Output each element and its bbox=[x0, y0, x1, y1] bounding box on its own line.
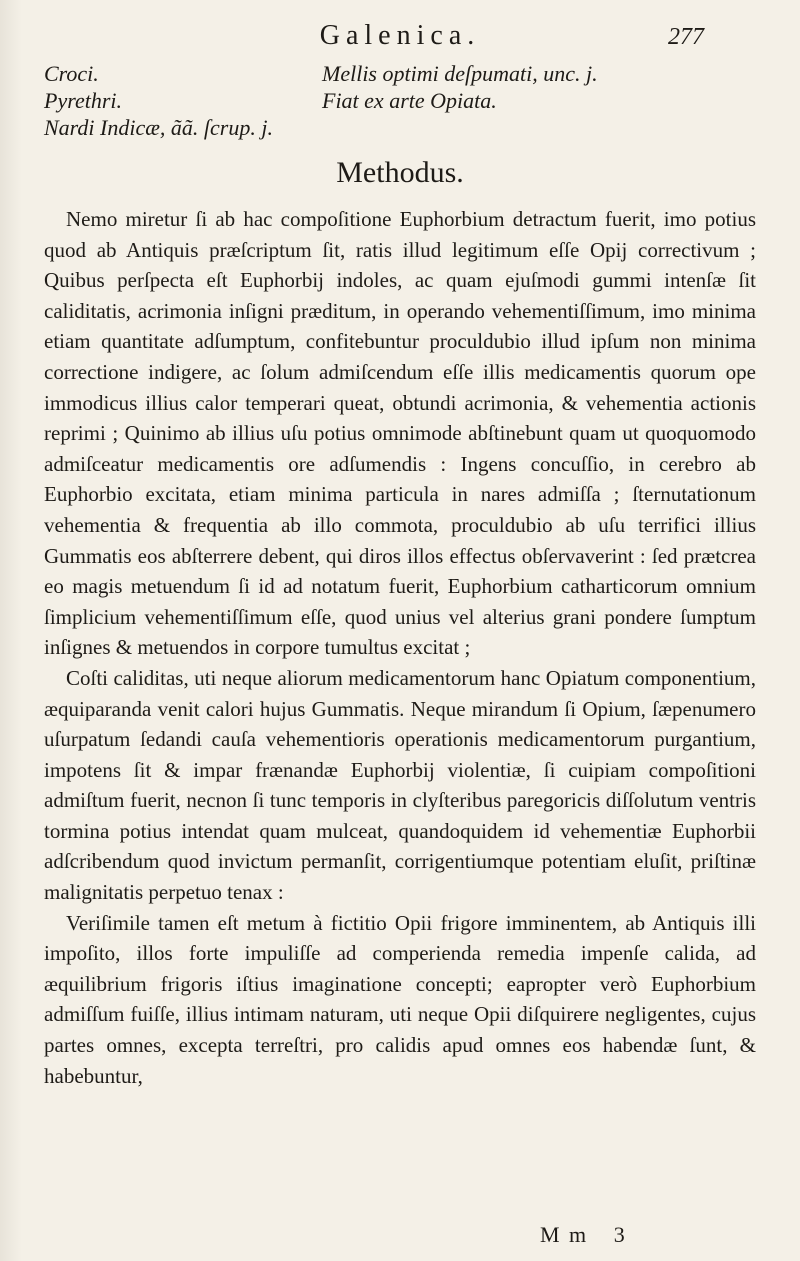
signature-mark: M m bbox=[540, 1222, 589, 1247]
page-number: 277 bbox=[668, 24, 704, 50]
ingredient-line: Nardi Indicæ, ãã. ſcrup. j. bbox=[44, 115, 273, 140]
paragraph: Veriſimile tamen eſt metum à fictitio Opii frigore imminentem, ab Antiquis illi impoſito, illos forte impuliſſe ad comperienda remedia impenſe calida, ad æquilibrium frigoris iſtius imaginatione concepti; eapropter verò Euphorbium admiſſum fuiſſe, illius intimam naturam, uti neque Opii diſquirere negligentes, cujus partes omnes, excepta terreſtri, pro calidis apud omnes eos habendæ ſunt, & habebuntur, bbox=[44, 910, 756, 1088]
running-title: Galenica. bbox=[319, 20, 481, 51]
ingredient-column-right bbox=[322, 60, 742, 114]
ingredient-column-left bbox=[44, 60, 344, 141]
paragraph: Nemo miretur ſi ab hac compoſitione Euphorbium detractum fuerit, imo potius quod ab Antiquis præſcriptum ſit, ratis illud legitimum eſſe Opij correctivum ; Quibus perſpecta eſt Euphorbij indoles, ac quam ejuſmodi gummi intenſæ ſit caliditatis, acrimonia inſigni præditum, in operando vehementiſſimum, imo minima etiam quantitate adſumptum, confitebuntur proculdubio illud ipſum non minima correctione indigere, ac ſolum admiſcendum eſſe illis medicamentis quorum ope immodicus illius calor temperari queat, obtundi acrimonia, & vehementia actionis reprimi ; Quinimo ab illius uſu potius omnimode abſtinebunt quam ut quoquomodo admiſceatur medicamentis ore adſumendis : Ingens concuſſio, in cerebro ab Euphorbio excitata, etiam minima particula in nares admiſſa ; ſternutationum vehementia & frequentia ab illo commota, proculdubio ab uſu terrifici illius Gummatis eos abſterrere debent, qui diros illos effectus obſervaverint : ſed prætcrea eo magis metuendum ſi id ad notatum fuerit, Euphorbium catharticorum omnium ſimplicium vehementiſſimum eſſe, quod unius vel alterius grani pondere ſumptum inſignes & metuendos in corpore tumultus excitat ; bbox=[44, 207, 756, 660]
paragraph: Coſti caliditas, uti neque aliorum medicamentorum hanc Opiatum componentium, æquiparanda venit calori hujus Gummatis. Neque mirandum ſi Opium, ſæpenumero uſurpatum ſedandi cauſa vehementioris operationis medicamentorum purgantium, impotens ſit & impar frænandæ Euphorbij violentiæ, ſi cuipiam compoſitioni admiſtum fuerit, necnon ſi tunc temporis in clyſteribus paregoricis diſſolutum ventris tormina potius intendat quam mulceat, quandoquidem id vehementiæ Euphorbii adſcribendum quod invictum permanſit, corrigentiumque potentiam eluſit, priſtinæ malignitatis perpetuo tenax : bbox=[44, 665, 756, 905]
ingredient-line: Croci. bbox=[44, 61, 99, 86]
body-text bbox=[44, 204, 756, 1091]
catchword: 3 bbox=[613, 1222, 627, 1247]
footer-signature bbox=[540, 1222, 627, 1248]
section-heading: Methodus. bbox=[336, 156, 464, 189]
ingredient-line: Fiat ex arte Opiata. bbox=[322, 88, 497, 113]
ingredient-line: Mellis optimi deſpumati, unc. j. bbox=[322, 61, 598, 86]
ingredient-line: Pyrethri. bbox=[44, 88, 122, 113]
